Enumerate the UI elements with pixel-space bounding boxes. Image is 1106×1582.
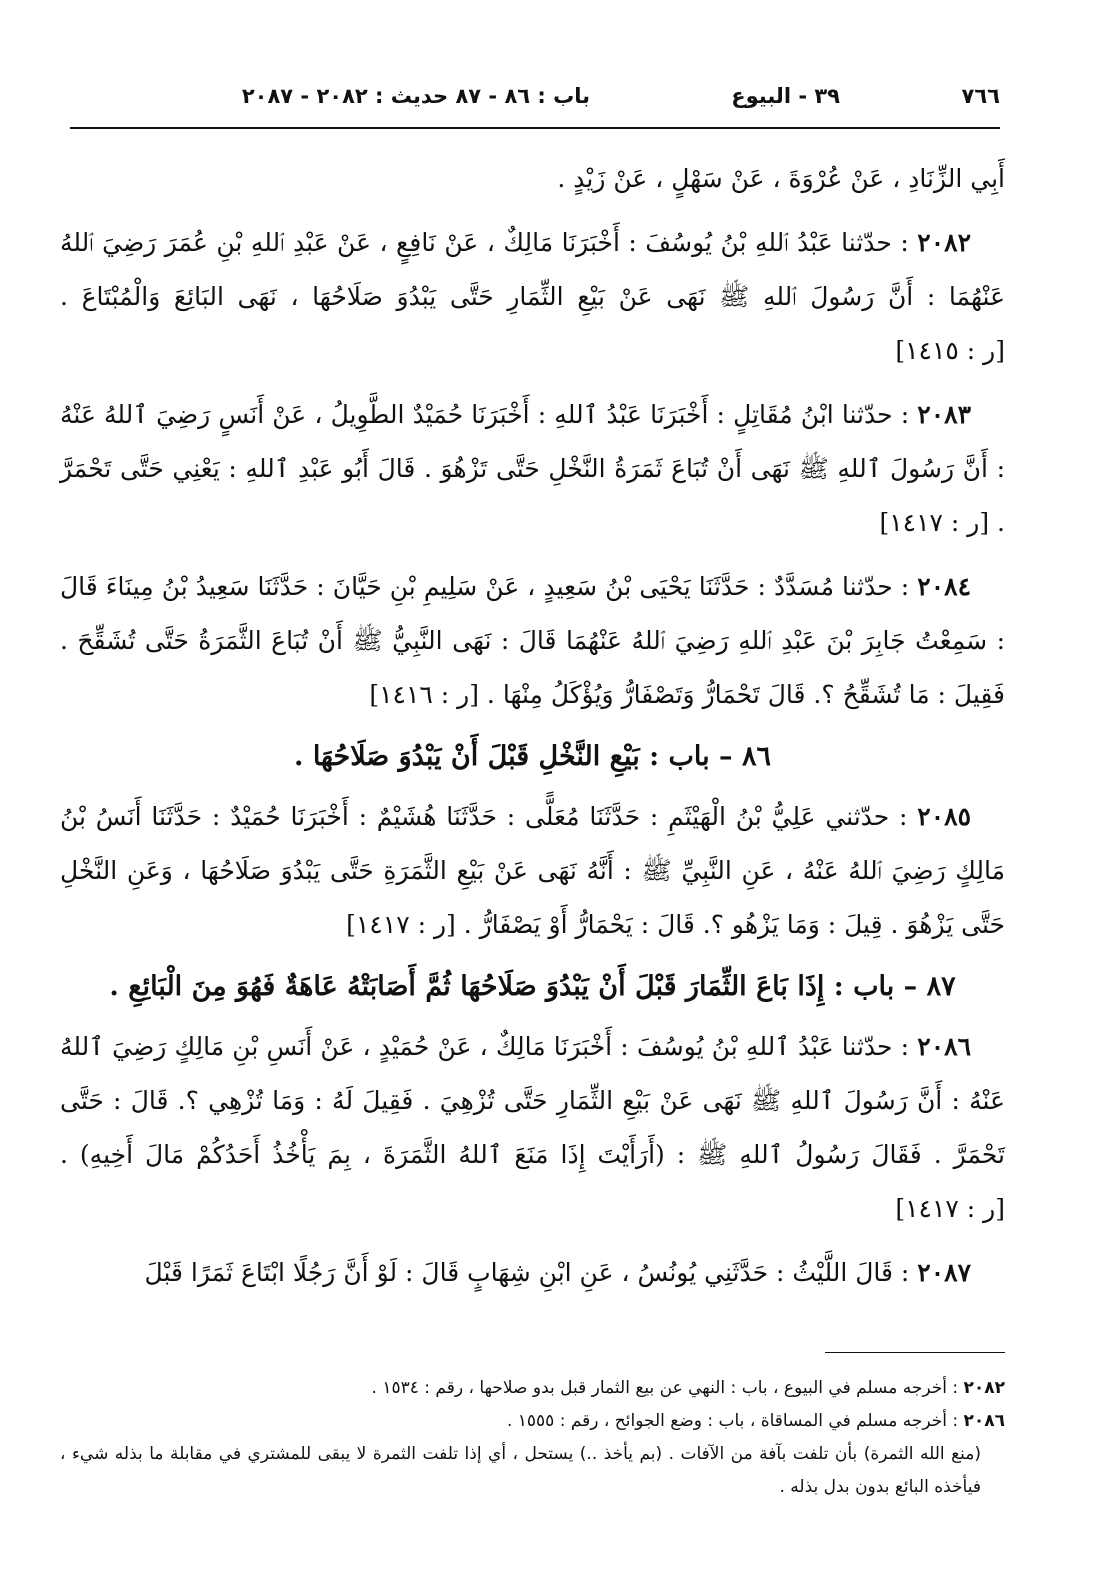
hadith-2084 [60,560,1005,722]
chapter-title: إِذَا بَاعَ الثِّمَارَ قَبْلَ أَنْ يَبْدُوَ صَلَاحُهَا ثُمَّ أَصَابَتْهُ عَاهَةٌ فَهُوَ مِنَ الْبَائِعِ . [109,971,825,1002]
hadith-number: ٢٠٨٤ [917,572,971,601]
continuation-line: أَبِي الزِّنَادِ ، عَنْ عُرْوَةَ ، عَنْ سَهْلٍ ، عَنْ زَيْدٍ . [557,164,1005,193]
hadith-text: : حدّثنا عَبْدُ ٱللهِ بْنُ يُوسُفَ : أَخْبَرَنَا مَالِكٌ ، عَنْ نَافِعٍ ، عَنْ عَبْدِ ٱللهِ بْنِ عُمَرَ رَضِيَ ٱللهُ عَنْهُمَا : أَنَّ رَسُولَ ٱللهِ ﷺ نَهَى عَنْ بَيْعِ الثِّمَارِ حَتَّى يَبْدُوَ صَلَاحُهَا ، نَهَى البَائِعَ وَالْمُبْتَاعَ . [60,228,1005,311]
footnote-2082 [60,1372,1005,1405]
hadith-text: : حدّثنا مُسَدَّدٌ : حَدَّثَنَا يَحْيَى بْنُ سَعِيدٍ ، عَنْ سَلِيمِ بْنِ حَيَّانَ : حَدَّثَنَا سَعِيدُ بْنُ مِينَاءَ قَالَ : سَمِعْتُ جَابِرَ بْنَ عَبْدِ ٱللهِ رَضِيَ ٱللهُ عَنْهُمَا قَالَ : نَهَى النَّبِيُّ ﷺ أَنْ تُبَاعَ الثَّمَرَةُ حَتَّى تُشَقِّحَ . فَقِيلَ : مَا تُشَقِّحُ ؟. قَالَ تَحْمَارُّ وَتَصْفَارُّ وَيُؤْكَلُ مِنْهَا . [60,572,1005,709]
hadith-2083 [60,388,1005,550]
cross-reference: [ر : ١٤١٥] [895,336,1005,365]
chapter-label: ٨٦ – باب : [639,741,771,772]
hadith-text: : قَالَ اللَّيْثُ : حَدَّثَنِي يُونُسُ ، عَنِ ابْنِ شِهَابٍ قَالَ : لَوْ أَنَّ رَجُلًا ابْتَاعَ ثَمَرًا قَبْلَ [144,1258,918,1287]
header-rule [70,127,1000,129]
hadith-number: ٢٠٨٣ [917,400,971,429]
page-number: ٧٦٦ [961,84,1000,108]
footnote-number: ٢٠٨٦ [963,1411,1005,1431]
hadith-number: ٢٠٨٥ [917,802,971,831]
hadith-2085 [60,790,1005,952]
footnote-2086 [60,1405,1005,1438]
book-title: ٣٩ - البيوع [731,84,840,108]
cross-reference: [ر : ١٤١٦] [369,680,479,709]
cross-reference: [ر : ١٤١٧] [895,1194,1005,1223]
hadith-2087 [60,1246,1005,1300]
footnote-text: : أخرجه مسلم في المساقاة ، باب : وضع الجوائح ، رقم : ١٥٥٥ . [506,1411,964,1431]
hadith-text: : حدّثني عَلِيُّ بْنُ الْهَيْثَمِ : حَدَّثَنَا مُعَلًّى : حَدَّثَنَا هُشَيْمٌ : أَخْبَرَنَا حُمَيْدٌ : حَدَّثَنَا أَنَسُ بْنُ مَالِكٍ رَضِيَ ٱللهُ عَنْهُ ، عَنِ النَّبِيِّ ﷺ : أَنَّهُ نَهَى عَنْ بَيْعِ الثَّمَرَةِ حَتَّى يَبْدُوَ صَلَاحُهَا ، وَعَنِ النَّخْلِ حَتَّى يَزْهُوَ . قِيلَ : وَمَا يَزْهُو ؟. قَالَ : يَحْمَارُّ أَوْ يَصْفَارُّ . [60,802,1005,939]
cross-reference: [ر : ١٤١٧] [346,910,456,939]
hadith-text: : حدّثنا ابْنُ مُقَاتِلٍ : أَخْبَرَنَا عَبْدُ ٱللهِ : أَخْبَرَنَا حُمَيْدٌ الطَّوِيلُ ، عَنْ أَنَسٍ رَضِيَ ٱللهُ عَنْهُ : أَنَّ رَسُولَ ٱللهِ ﷺ نَهَى أَنْ تُبَاعَ ثَمَرَةُ النَّخْلِ حَتَّى تَزْهُوَ . قَالَ أَبُو عَبْدِ ٱللهِ : يَعْنِي حَتَّى تَحْمَرَّ . [60,400,1005,537]
hadith-number: ٢٠٨٢ [917,228,971,257]
hadith-number: ٢٠٨٦ [917,1032,971,1061]
hadith-number: ٢٠٨٧ [917,1258,971,1287]
hadith-2082 [60,216,1005,378]
page-header [130,78,1000,118]
footnote-explanation: (منع الله الثمرة) بأن تلفت بآفة من الآفات . (بم يأخذ ..) يستحل ، أي إذا تلفت الثمرة لا يبقى للمشتري في مقابلة ما بذله شيء ، فيأخذه البائع بدون بدل بذله . [60,1444,981,1497]
chapter-hadith-range: باب : ٨٦ - ٨٧ حديث : ٢٠٨٢ - ٢٠٨٧ [241,84,590,108]
footnote-number: ٢٠٨٢ [963,1378,1005,1398]
chapter-title: بَيْعِ النَّخْلِ قَبْلَ أَنْ يَبْدُوَ صَلَاحُهَا . [294,741,640,772]
chapter-label: ٨٧ – باب : [824,971,956,1002]
hadith-2086 [60,1020,1005,1236]
footnote-text: : أخرجه مسلم في البيوع ، باب : النهي عن بيع الثمار قبل بدو صلاحها ، رقم : ١٥٣٤ . [371,1378,964,1398]
footnote-rule [825,1352,1005,1353]
main-text [60,152,1005,1310]
chapter-heading-87 [60,962,1005,1012]
hadith-text: : حدّثنا عَبْدُ ٱللهِ بْنُ يُوسُفَ : أَخْبَرَنَا مَالِكٌ ، عَنْ حُمَيْدٍ ، عَنْ أَنَسِ بْنِ مَالِكٍ رَضِيَ ٱللهُ عَنْهُ : أَنَّ رَسُولَ ٱللهِ ﷺ نَهَى عَنْ بَيْعِ الثِّمَارِ حَتَّى تُزْهِيَ . فَقِيلَ لَهُ : وَمَا تُزْهِي ؟. قَالَ : حَتَّى تَحْمَرَّ . فَقَالَ رَسُولُ ٱللهِ ﷺ : (أَرَأَيْتَ إِذَا مَنَعَ ٱللهُ الثَّمَرَةَ ، بِمَ يَأْخُذُ أَحَدُكُمْ مَالَ أَخِيهِ) . [60,1032,1005,1169]
cross-reference: [ر : ١٤١٧] [879,508,990,537]
chapter-heading-86 [60,732,1005,782]
footnotes [60,1372,1005,1504]
